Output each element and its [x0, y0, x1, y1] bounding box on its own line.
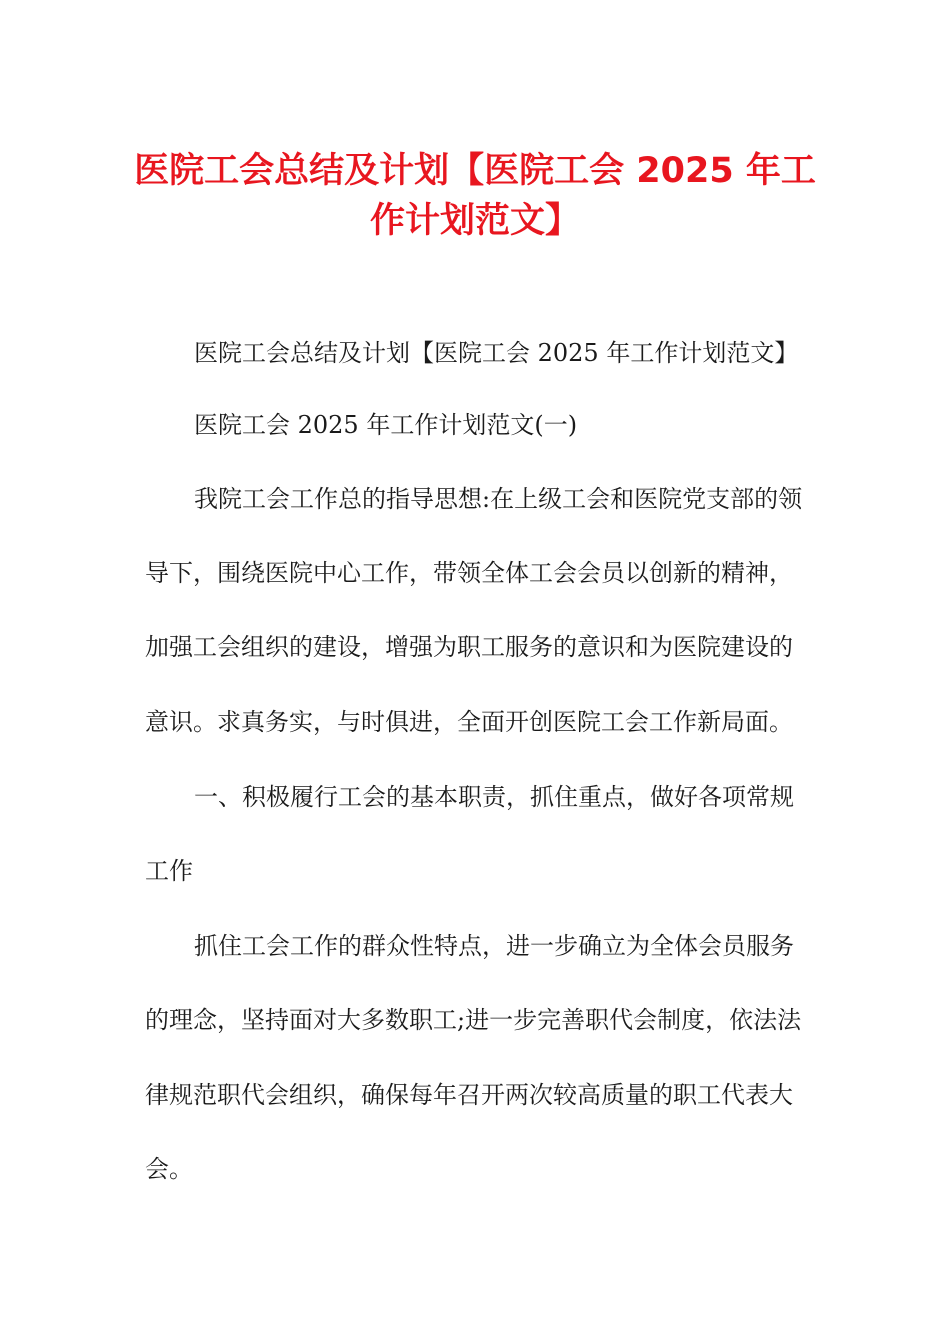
- document-title-line-2: 作计划范文】: [369, 201, 580, 241]
- paragraph-line: 我院工会工作总的指导思想:在上级工会和医院党支部的领: [194, 485, 803, 513]
- paragraph-line: 一、积极履行工会的基本职责，抓住重点，做好各项常规: [194, 783, 794, 811]
- paragraph-line: 会。: [145, 1155, 193, 1183]
- paragraph-line: 医院工会 2025 年工作计划范文(一): [194, 411, 578, 439]
- paragraph-line: 抓住工会工作的群众性特点，进一步确立为全体会员服务: [194, 932, 794, 960]
- document-title-line-1: 医院工会总结及计划【医院工会 2025 年工: [134, 151, 816, 191]
- paragraph-line: 的理念，坚持面对大多数职工;进一步完善职代会制度，依法法: [145, 1006, 802, 1034]
- paragraph-line: 医院工会总结及计划【医院工会 2025 年工作计划范文】: [194, 339, 799, 367]
- paragraph-line: 意识。求真务实，与时俱进，全面开创医院工会工作新局面。: [145, 708, 793, 736]
- paragraph-line: 律规范职代会组织，确保每年召开两次较高质量的职工代表大: [145, 1081, 793, 1109]
- paragraph-line: 工作: [145, 857, 193, 885]
- paragraph-line: 加强工会组织的建设，增强为职工服务的意识和为医院建设的: [145, 633, 793, 661]
- paragraph-line: 导下，围绕医院中心工作，带领全体工会会员以创新的精神，: [145, 559, 793, 587]
